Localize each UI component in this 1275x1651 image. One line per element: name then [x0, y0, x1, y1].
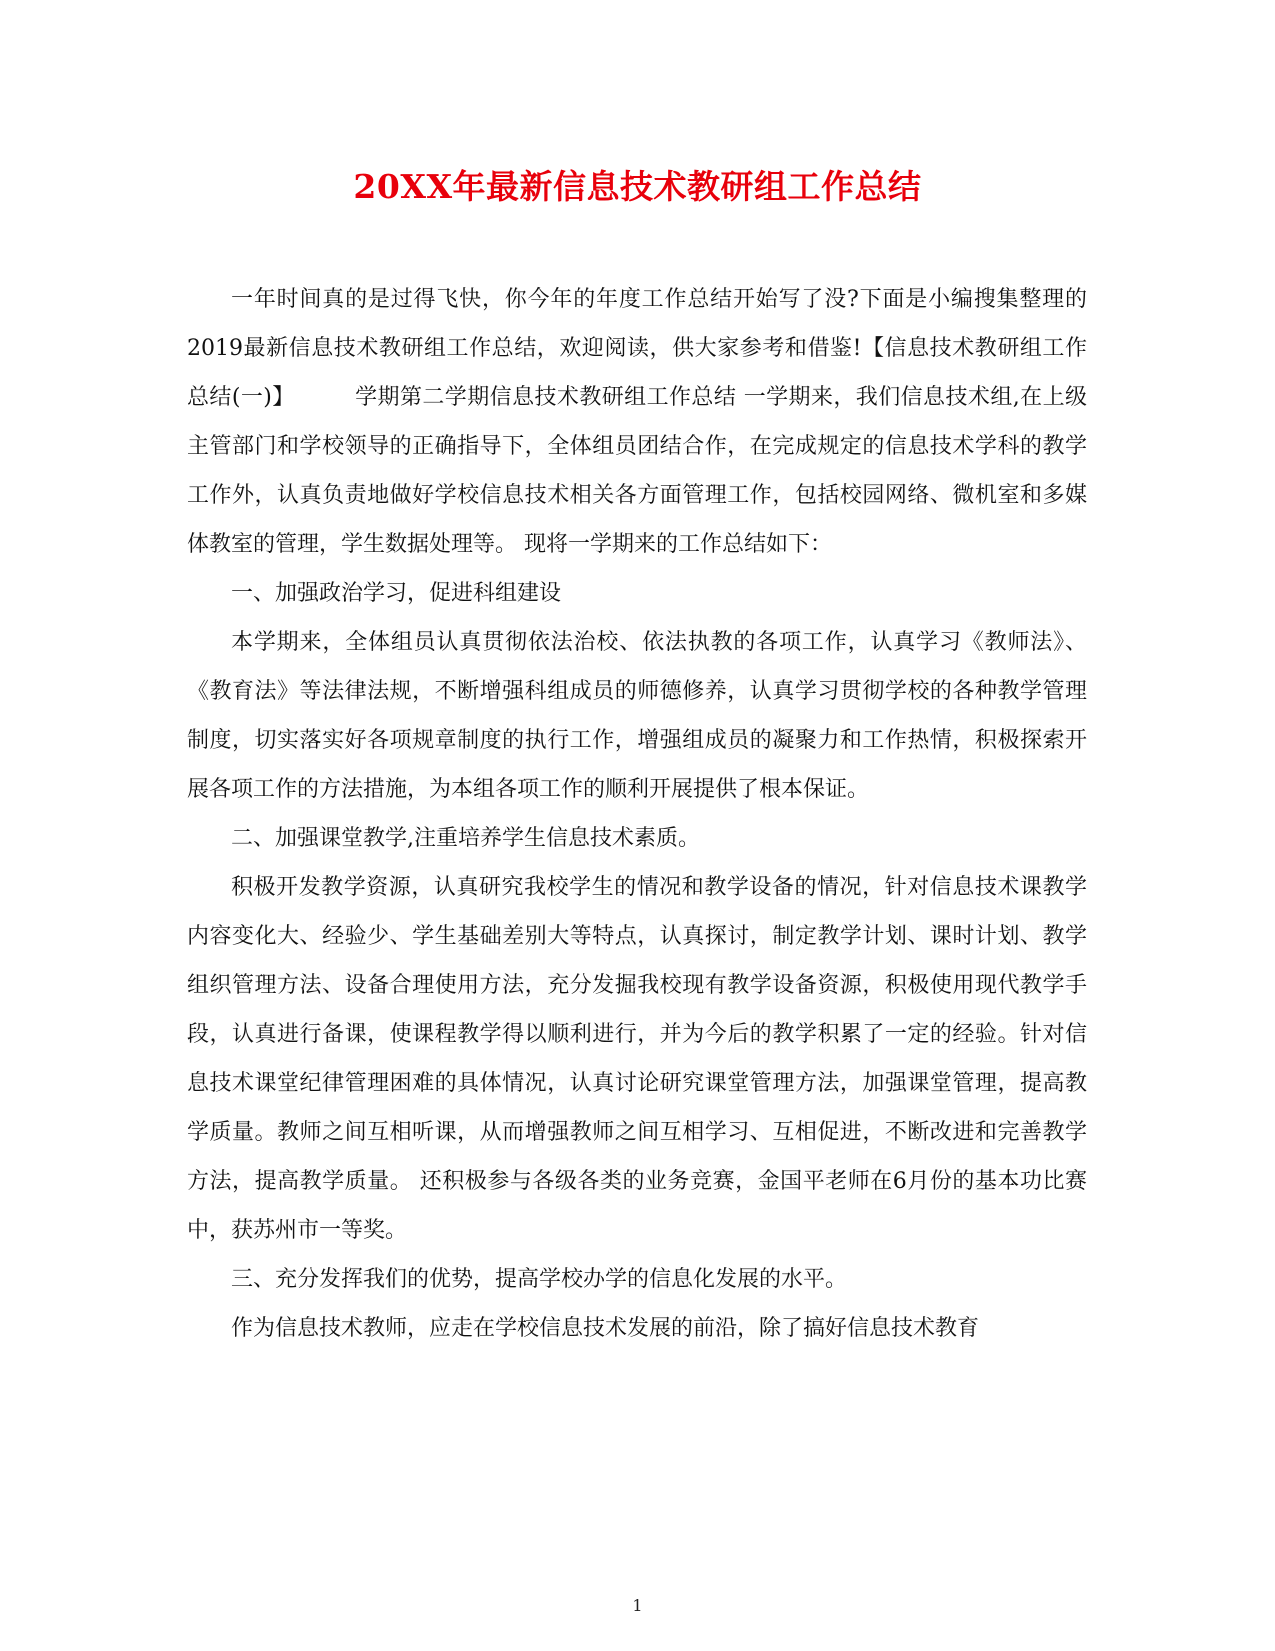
section-heading-3: 三、充分发挥我们的优势，提高学校办学的信息化发展的水平。 — [231, 1267, 848, 1292]
document-title: 20XX年最新信息技术教研组工作总结 — [353, 167, 922, 206]
intro-continuation: 学期第二学期信息技术教研组工作总结 一学期来，我们信息技术组,在上级主管部门和学校领导的正确指导下，全体组员团结合作，在完成规定的信息技术学科的教学工作外，认真负责地做好学校信息技术相关各方面管理工作，包括校园网络、微机室和多媒体教室的管理，学生数据处理等。 现将一学期来的工作总结如下： — [187, 385, 1087, 557]
intro-paragraph — [187, 275, 1087, 569]
page-number: 1 — [632, 1596, 643, 1615]
section-body-2: 积极开发教学资源，认真研究我校学生的情况和教学设备的情况，针对信息技术课教学内容变化大、经验少、学生基础差别大等特点，认真探讨，制定教学计划、课时计划、教学组织管理方法、设备合理使用方法，充分发掘我校现有教学设备资源，积极使用现代教学手段，认真进行备课，使课程教学得以顺利进行，并为今后的教学积累了一定的经验。针对信息技术课堂纪律管理困难的具体情况，认真讨论研究课堂管理方法，加强课堂管理，提高教学质量。教师之间互相听课，从而增强教师之间互相学习、互相促进，不断改进和完善教学方法，提高教学质量。 还积极参与各级各类的业务竞赛，金国平老师在6月份的基本功比赛中，获苏州市一等奖。 — [187, 875, 1087, 1243]
intro-heading: 【信息技术教研组工作总结(一)】 — [187, 336, 1087, 410]
section-heading-1: 一、加强政治学习，促进科组建设 — [231, 581, 562, 606]
intro-text: 一年时间真的是过得飞快，你今年的年度工作总结开始写了没?下面是小编搜集整理的2019最新信息技术教研组工作总结，欢迎阅读，供大家参考和借鉴! — [187, 287, 1087, 361]
document-body — [187, 275, 1087, 1353]
section-heading-2: 二、加强课堂教学,注重培养学生信息技术素质。 — [231, 826, 700, 851]
section-body-1: 本学期来，全体组员认真贯彻依法治校、依法执教的各项工作，认真学习《教师法》、《教育法》等法律法规，不断增强科组成员的师德修养，认真学习贯彻学校的各种教学管理制度，切实落实好各项规章制度的执行工作，增强组成员的凝聚力和工作热情，积极探索开展各项工作的方法措施，为本组各项工作的顺利开展提供了根本保证。 — [187, 630, 1087, 802]
section-body-3: 作为信息技术教师，应走在学校信息技术发展的前沿，除了搞好信息技术教育 — [231, 1316, 980, 1341]
